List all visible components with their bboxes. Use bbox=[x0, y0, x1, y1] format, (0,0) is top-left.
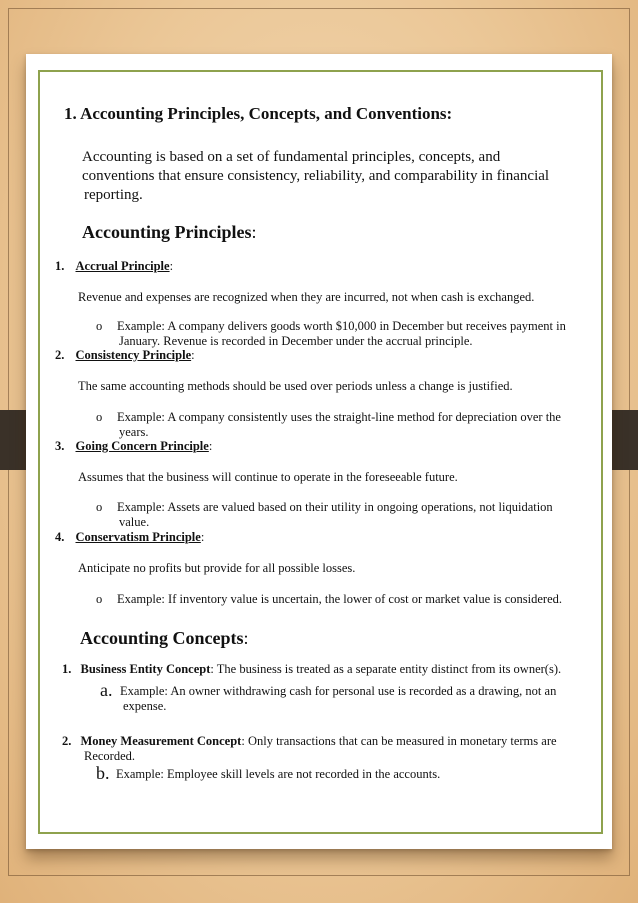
example-line: Example: A company delivers goods worth $10,000 in December but receives payment in bbox=[117, 319, 566, 333]
concepts-heading bbox=[80, 628, 249, 649]
concept-name: Money Measurement Concept bbox=[80, 734, 242, 748]
principle-name: Going Concern Principle bbox=[75, 439, 209, 453]
example-line: Example: A company consistently uses the straight-line method for depreciation over the bbox=[117, 410, 561, 424]
concepts-heading-title: Accounting Concepts bbox=[80, 628, 244, 648]
principle-number: 3. bbox=[55, 439, 65, 453]
principle-name: Conservatism Principle bbox=[75, 530, 201, 544]
principle-item-3 bbox=[55, 439, 212, 454]
principle-name: Consistency Principle bbox=[75, 348, 192, 362]
concept-item-1 bbox=[62, 662, 561, 677]
example-line: Example: If inventory value is uncertain, the lower of cost or market value is considered. bbox=[117, 592, 562, 606]
example-line: Example: Employee skill levels are not recorded in the accounts. bbox=[116, 767, 441, 781]
principle-colon: : bbox=[208, 439, 213, 453]
bullet-icon: o bbox=[96, 319, 103, 333]
principles-heading-colon: : bbox=[251, 222, 257, 242]
example-line: value. bbox=[119, 515, 150, 529]
concept-name: Business Entity Concept bbox=[80, 662, 211, 676]
principles-heading bbox=[82, 222, 257, 243]
principle-item-1 bbox=[55, 259, 173, 274]
principle-colon: : bbox=[200, 530, 205, 544]
concept-item-2 bbox=[62, 734, 557, 749]
principle-colon: : bbox=[169, 259, 174, 273]
principle-item-2 bbox=[55, 348, 195, 363]
main-heading bbox=[64, 104, 452, 124]
bullet-icon: o bbox=[96, 410, 103, 424]
principle-number: 4. bbox=[55, 530, 65, 544]
example-line: January. Revenue is recorded in December under the accrual principle. bbox=[119, 334, 473, 348]
example-line: years. bbox=[119, 425, 149, 439]
principle-desc: Assumes that the business will continue to operate in the foreseeable future. bbox=[78, 470, 458, 484]
example-line: Example: An owner withdrawing cash for personal use is recorded as a drawing, not an bbox=[120, 684, 557, 698]
intro-line-1: Accounting is based on a set of fundamental principles, concepts, and bbox=[82, 149, 501, 165]
example-line: Example: Assets are valued based on their utility in ongoing operations, not liquidation bbox=[117, 500, 553, 514]
bullet-icon: o bbox=[96, 592, 103, 606]
principle-number: 1. bbox=[55, 259, 65, 273]
main-heading-title: Accounting Principles, Concepts, and Conventions: bbox=[80, 104, 453, 123]
principle-desc: Revenue and expenses are recognized when they are incurred, not when cash is exchanged. bbox=[78, 290, 535, 304]
intro-line-3: reporting. bbox=[84, 187, 143, 203]
intro-line-2: conventions that ensure consistency, reliability, and comparability in financial bbox=[82, 168, 550, 184]
concept-number: 2. bbox=[62, 734, 72, 748]
bullet-icon: o bbox=[96, 500, 103, 514]
concept-text-continued: Recorded. bbox=[84, 749, 136, 763]
example-line: expense. bbox=[123, 699, 167, 713]
principle-desc: Anticipate no profits but provide for all possible losses. bbox=[78, 561, 356, 575]
principle-number: 2. bbox=[55, 348, 65, 362]
concept-letter: a. bbox=[100, 680, 113, 700]
concept-text: : The business is treated as a separate entity distinct from its owner(s). bbox=[210, 662, 562, 676]
principle-desc: The same accounting methods should be used over periods unless a change is justified. bbox=[78, 379, 513, 393]
principle-name: Accrual Principle bbox=[75, 259, 170, 273]
concept-number: 1. bbox=[62, 662, 72, 676]
principle-item-4 bbox=[55, 530, 204, 545]
main-heading-number: 1. bbox=[64, 104, 77, 123]
concepts-heading-colon: : bbox=[243, 628, 249, 648]
principle-colon: : bbox=[191, 348, 195, 362]
concept-letter: b. bbox=[96, 763, 110, 783]
principles-heading-title: Accounting Principles bbox=[82, 222, 252, 242]
concept-text: : Only transactions that can be measured in monetary terms are bbox=[241, 734, 557, 748]
